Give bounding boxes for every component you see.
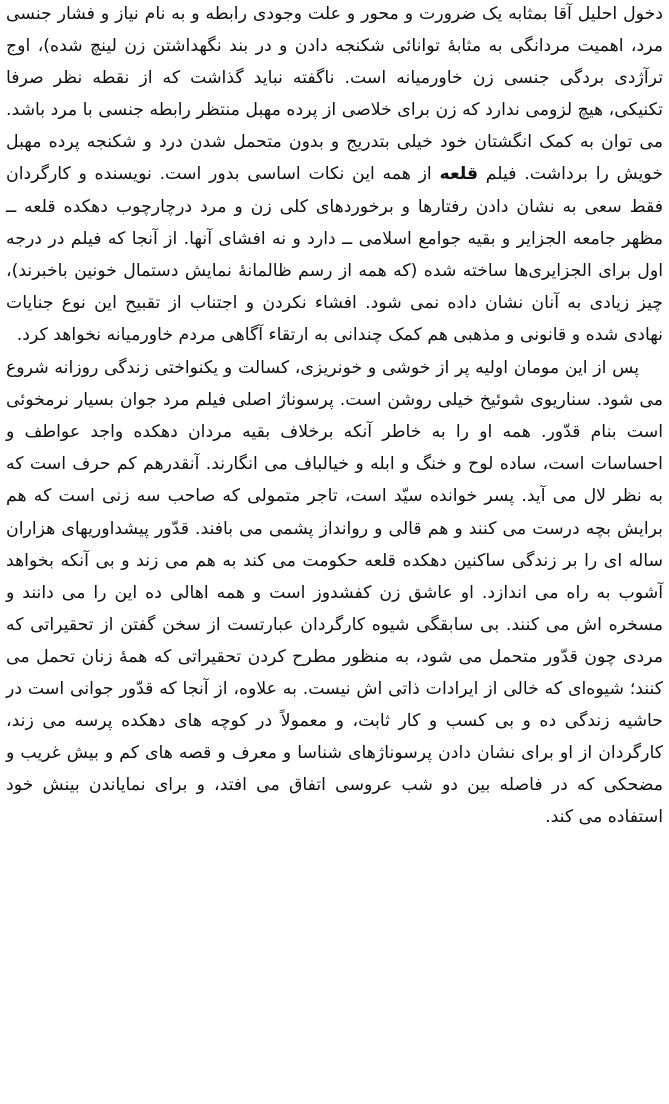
film-title: قلعه	[439, 164, 479, 185]
paragraph-1-part-a: دخول احلیل آقا بمثابه یک ضرورت و محور و علت وجودی رابطه و به نام نیاز و فشار جنسی مرد، اهمیت مردانگی به مثابهٔ توانائی شکنجه دادن و در بند نگهداشتن زن لینچ شده)، اوج ترآژدی بردگی جنسی زن خاورمیانه است. ناگفته نباید گذاشت که از نقطه نظر صرفا تکنیکی، هیچ لزومی ندارد که زن برای خلاصی از پرده مهبل منتظر رابطه جنسی با مرد باشد. می توان به کمک انگشتان خود خیلی بتدریج و بدون متحمل شدن درد و شکنجه پرده مهبل خویش را برداشت. فیلم	[6, 4, 664, 185]
paragraph-1	[6, 0, 663, 351]
paragraph-1-part-b: از همه این نکات اساسی بدور است. نویسنده و کارگردان فقط سعی به نشان دادن رفتارها و برخوردهای کلی زن و مرد درچارچوب دهکده قلعه ــ مظهر جامعه الجزایر و بقیه جوامع اسلامی ــ دارد و نه افشای آنها. از آنجا که فیلم در درجه اول برای الجزایری‌ها ساخته شده (که همه از رسم ظالمانهٔ نمایش دستمال خونین باخبرند)، چیز زیادی به آنان نشان داده نمی شود. افشاء نکردن و اجتناب از تقبیح این نوع جنایات نهادی شده و قانونی و مذهبی هم کمک چندانی به ارتقاء آگاهی مردم خاورمیانه نخواهد کرد.	[6, 164, 663, 345]
paragraph-2: پس از این مومان اولیه پر از خوشی و خونریزی، کسالت و یکنواختی زندگی روزانه شروع می شود. سناریوی شوئیخ خیلی روشن است. پرسوناژ اصلی فیلم مرد جوان بسیار نرمخوئی است بنام قدّور. همه او را به خاطر آنکه برخلاف بقیه مردان دهکده واجد عواطف و احساسات است، ساده لوح و خنگ و ابله و خیالباف می انگارند. آنقدرهم کم حرف است که به نظر لال می آید. پسر خوانده سیّد است، تاجر متمولی که صاحب سه زنی است که هم برایش بچه درست می کنند و هم قالی و روانداز پشمی می بافند. قدّور پیشداوریهای هزاران ساله ای را بر زندگی ساکنین دهکده قلعه حکومت می کند به هم می زند و بی آنکه بخواهد آشوب به راه می اندازد. او عاشق زن کفشدوز است و همه اهالی ده این را می دانند و مسخره اش می کنند. بی سابقگی شیوه کارگردان عبارتست از سخن گفتن از تحقیراتی که مردی چون قدّور متحمل می شود، به منظور مطرح کردن تحقیراتی که همهٔ زنان تحمل می کنند؛ شیوه‌ای که خالی از ایرادات ذاتی اش نیست. به علاوه، از آنجا که قدّور جوانی است در حاشیه زندگی ده و بی کسب و کار ثابت، و معمولاً در کوچه های دهکده پرسه می زند، کارگردان از او برای نشان دادن پرسوناژهای شناسا و معرف و قصه های کم و بیش غریب و مضحکی که در فاصله بین دو شب عروسی اتفاق می افتد، و برای نمایاندن بینش خود استفاده می کند.	[6, 358, 663, 828]
